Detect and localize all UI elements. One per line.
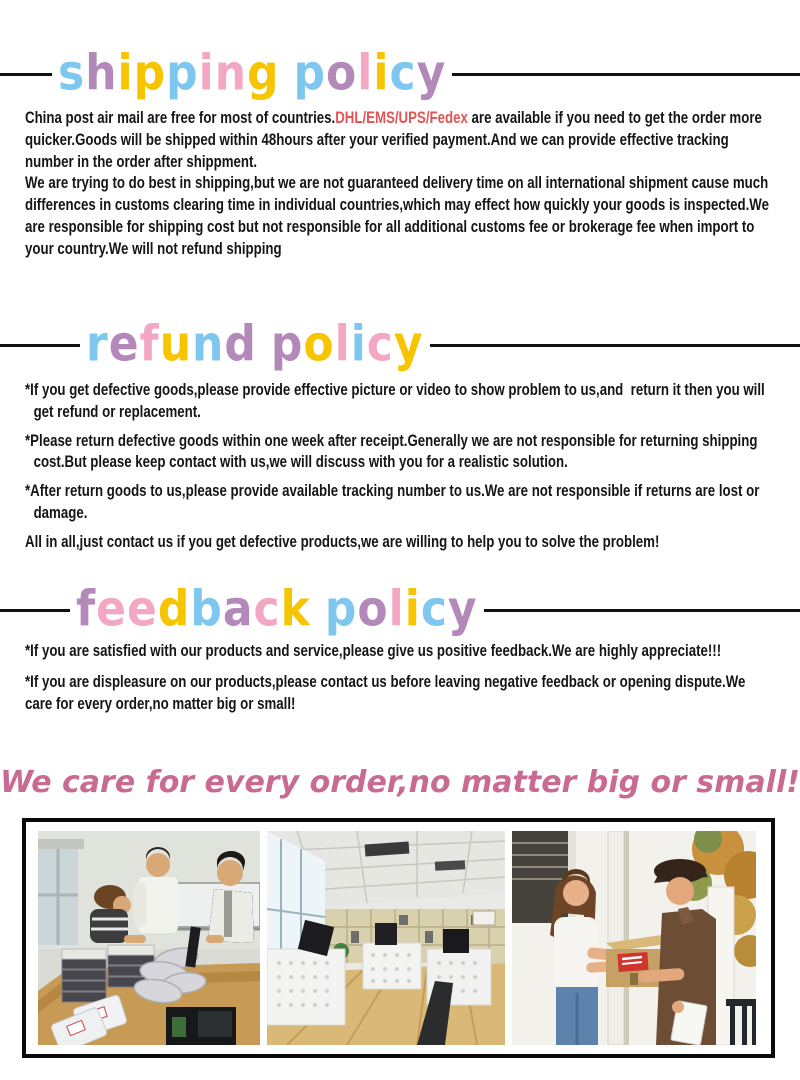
title-letter: u [159,315,193,373]
title-letter: i [198,44,215,102]
refund-policy-title-row [0,313,800,377]
title-letter: h [85,44,118,102]
body-text: China post air mail are free for most of countries. [25,108,336,127]
photo-strip-frame [22,818,775,1058]
title-letter: i [350,315,367,373]
title-letter: c [420,580,448,638]
title-letter: y [447,580,478,638]
care-slogan: We care for every order,no matter big or small! [0,765,800,800]
body-text: We are trying to do best in shipping,but we are not guaranteed delivery time on all international shipment cause much differences in customs clearing time in individual countries,which may effect how quickly your goods is inspected.We are responsible for shipping cost but not responsible for all additional customs fee or brokerage fee when import to your country.We will not refund shipping [25,173,769,258]
title-letter: p [166,44,199,102]
title-letter: y [416,44,447,102]
title-letter: p [324,580,358,638]
title-letter: o [357,580,389,638]
shipping-policy-title-row [0,42,800,106]
title-letter: l [388,580,405,638]
title-letter: n [192,315,225,373]
title-letter: l [334,315,351,373]
title-letter: n [214,44,248,102]
title-letter: r [86,315,109,373]
body-text: are available if you need to get the order more quicker.Goods will be shipped within 48hours after your verified payment.And we can provide effective tracking number in the order after shippment. [25,108,762,171]
body-text: All in all,just contact us if you get defective products,we are willing to help you to solve the problem! [25,531,660,551]
policy-paragraph [25,531,775,553]
office-interior-photo [267,831,505,1045]
title-letter: c [253,580,281,638]
packing-warehouse-photo [38,831,260,1045]
title-letter [280,38,294,110]
title-rule-left [0,609,70,612]
policy-paragraph [25,480,775,524]
title-letter: f [139,315,160,373]
title-letter: c [366,315,394,373]
body-text: *If you are displeasure on our products,please contact us before leaving negative feedback or opening dispute.We care for every order,no matter big or small! [25,671,746,713]
body-text: *After return goods to us,please provide available tracking number to us.We are not responsible if returns are lost or damage. [25,481,760,522]
title-letter: e [127,580,158,638]
title-letter [311,574,325,646]
refund-policy-text [25,379,775,559]
title-rule-left [0,73,52,76]
title-letter: p [270,315,304,373]
title-letter: i [117,44,134,102]
title-letter: b [190,580,223,638]
title-letter: i [404,580,421,638]
title-letter: p [293,44,327,102]
policy-paragraph [25,172,775,259]
title-letter: y [393,315,424,373]
title-letter: a [222,580,254,638]
title-letter: o [326,44,358,102]
title-letter: i [373,44,390,102]
shipping-policy-title [52,38,452,110]
title-letter: e [108,315,140,373]
title-rule-right [452,73,800,76]
feedback-policy-title-row [0,578,800,642]
highlighted-text: DHL/EMS/UPS/Fedex [335,108,468,127]
body-text: *If you get defective goods,please provide effective picture or video to show problem to us,and return it then you will get refund or replacement. [25,380,765,421]
title-letter: l [357,44,374,102]
title-letter: o [303,315,335,373]
feedback-policy-title [70,574,484,646]
title-letter: s [58,44,86,102]
policy-paragraph [25,107,775,172]
title-letter: p [133,44,167,102]
title-letter: g [247,44,280,102]
title-letter: f [76,580,97,638]
title-letter: d [224,315,257,373]
courier-delivery-photo [512,831,756,1045]
title-rule-right [430,344,800,347]
title-rule-left [0,344,80,347]
title-letter: d [157,580,191,638]
feedback-policy-text [25,640,775,723]
title-rule-right [484,609,800,612]
shipping-policy-text [25,107,775,259]
refund-policy-title [80,309,430,381]
body-text: *If you are satisfied with our products and service,please give us positive feedback.We are highly appreciate!!! [25,641,722,660]
title-letter: c [389,44,417,102]
body-text: *Please return defective goods within one week after receipt.Generally we are not responsible for returning shipping cost.But please keep contact with us,we will discuss with you for a realistic solution. [25,430,758,472]
title-letter [257,309,271,381]
policy-paragraph [25,430,775,474]
policy-paragraph [25,671,775,715]
policy-paragraph [25,640,775,662]
title-letter: k [280,580,311,638]
title-letter: e [96,580,127,638]
policy-paragraph [25,379,775,423]
